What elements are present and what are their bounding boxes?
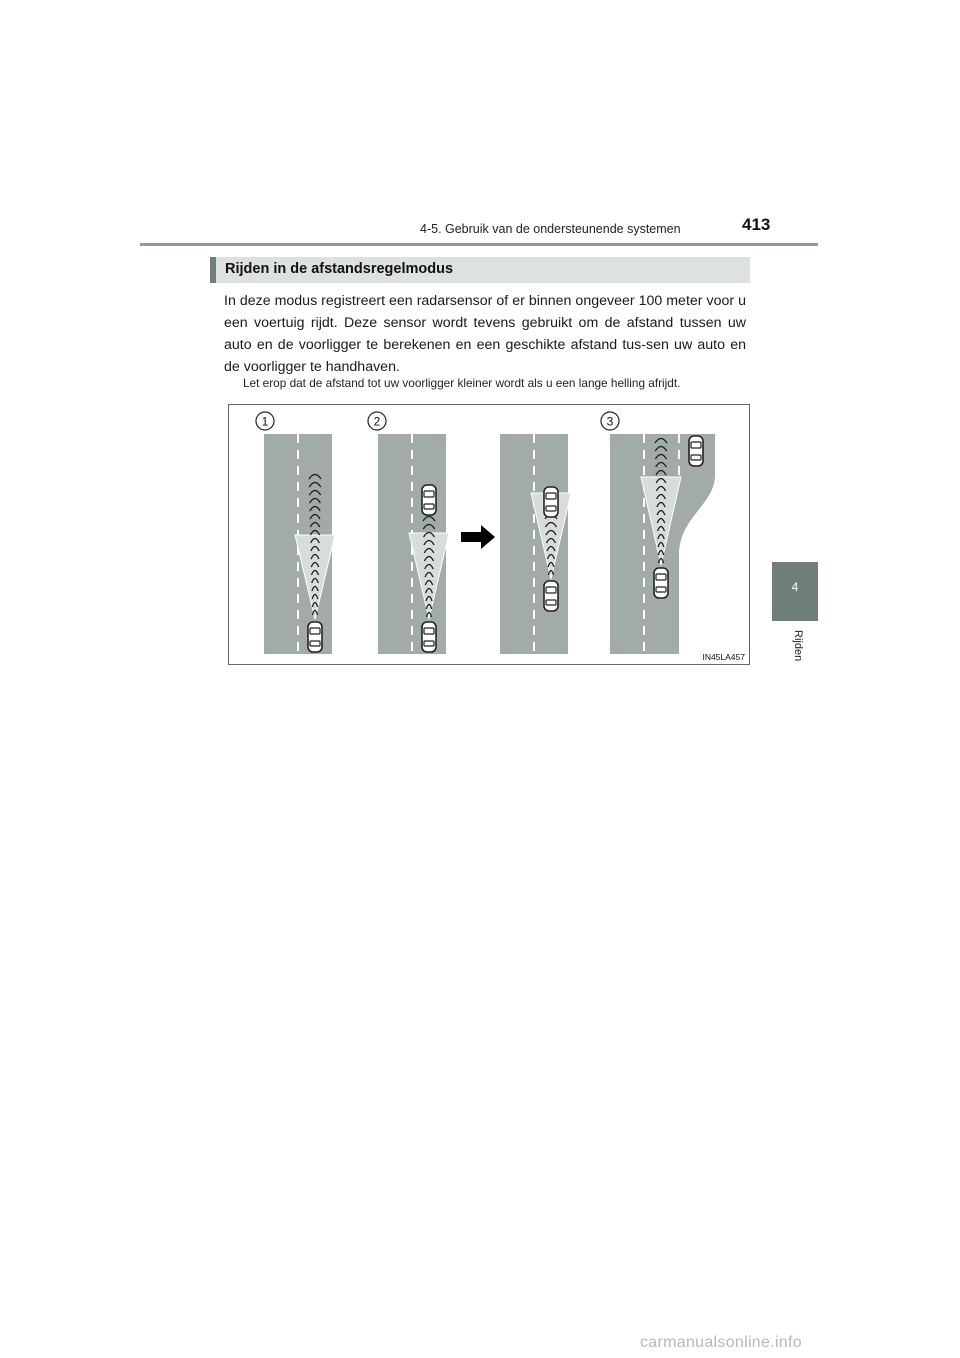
radar-illustration xyxy=(228,404,750,665)
chapter-side-tab xyxy=(772,562,818,621)
section-body-text: In deze modus registreert een radarsensor of er binnen ongeveer 100 meter voor u een voertuig rijdt. Deze sensor wordt tevens gebruikt om de afstand tussen uw auto en de voorligger te berekenen en een geschikte afstand tus-sen uw auto en de voorligger te handhaven. xyxy=(224,293,746,375)
own-car-icon xyxy=(422,622,436,652)
radar-illustration-svg xyxy=(229,405,749,664)
header-rule xyxy=(140,243,818,246)
page-number: 413 xyxy=(742,215,771,234)
chapter-number: 4 xyxy=(791,580,799,594)
panel-2 xyxy=(378,434,449,654)
footer-watermark: carmanualsonline.info xyxy=(640,1334,802,1351)
section-title: Rijden in de afstandsregelmodus xyxy=(225,261,454,277)
step-marker-2 xyxy=(368,412,386,430)
panel-2-result xyxy=(500,434,571,654)
other-lane-car-icon xyxy=(689,436,703,466)
chapter-label: Rijden xyxy=(792,630,804,662)
panel-1 xyxy=(264,434,335,654)
step-marker-3 xyxy=(601,412,619,430)
section-note: Let erop dat de afstand tot uw voorligger kleiner wordt als u een lange helling afrijdt. xyxy=(243,376,681,390)
header-section-title: 4-5. Gebruik van de ondersteunende systemen xyxy=(420,222,681,236)
step-marker-1 xyxy=(256,412,274,430)
own-car-icon xyxy=(654,568,668,598)
own-car-icon xyxy=(544,581,558,611)
section-header-accent xyxy=(210,257,216,283)
lead-car-icon xyxy=(544,487,558,517)
section-header xyxy=(210,257,750,283)
step-marker-label: 1 xyxy=(261,414,269,429)
panel-3 xyxy=(610,434,715,654)
lead-car-icon xyxy=(422,485,436,515)
figure-code: IN45LA457 xyxy=(702,652,745,662)
step-marker-label: 2 xyxy=(373,414,381,429)
transition-arrow-icon xyxy=(461,525,495,549)
own-car-icon xyxy=(308,622,322,652)
step-marker-label: 3 xyxy=(606,414,614,429)
